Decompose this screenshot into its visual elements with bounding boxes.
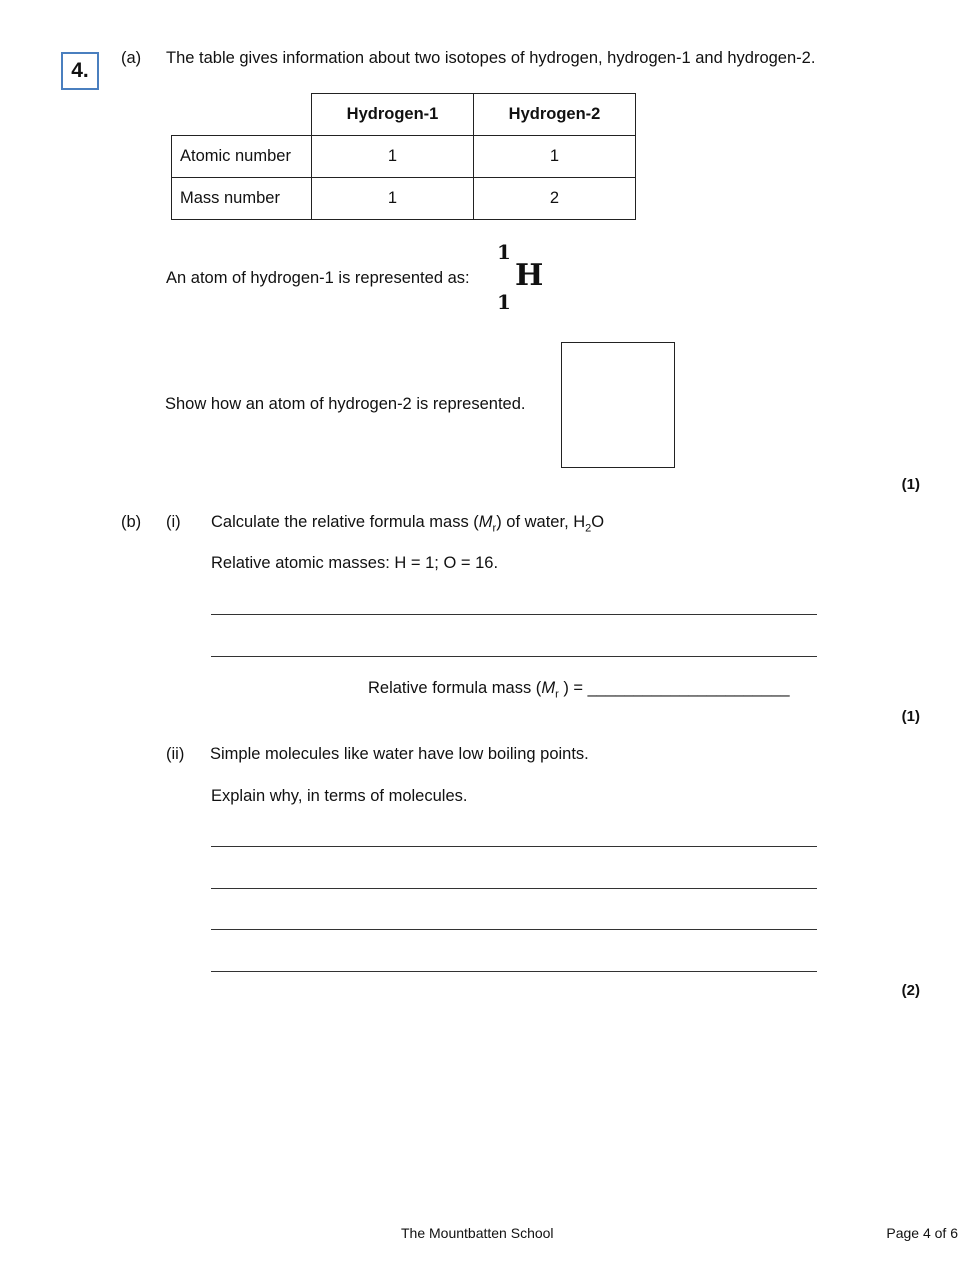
mr-subscript: r [492,522,497,535]
row-label: Atomic number [172,136,312,178]
h2o-subscript: 2 [585,522,592,535]
table-header: Hydrogen-2 [474,94,636,136]
answer-label-start: Relative formula mass ( [368,679,542,697]
footer-school: The Mountbatten School [401,1225,554,1241]
mr-symbol: M [478,513,493,531]
answer-label-end: ) = ______________________ [558,679,790,697]
answer-line[interactable] [211,888,817,889]
part-a-intro: The table gives information about two isotopes of hydrogen, hydrogen-1 and hydrogen-2. [166,49,816,67]
prompt-start: Calculate the relative formula mass ( [211,513,479,531]
marks-part-b-i: (1) [901,708,920,725]
table-cell: 1 [474,136,636,178]
hydrogen-2-prompt: Show how an atom of hydrogen-2 is represented. [165,395,526,413]
part-a-label: (a) [121,49,142,67]
part-b-label: (b) [121,513,142,531]
mass-number: 1 [497,240,511,264]
h2o-end: O [591,513,605,531]
element-symbol: H [515,258,544,293]
answer-line[interactable] [211,846,817,847]
footer-page-number: Page 4 of 6 [886,1225,958,1241]
table-cell: 1 [312,136,474,178]
part-b-ii-prompt: Explain why, in terms of molecules. [211,787,468,805]
answer-line[interactable] [211,971,817,972]
question-number: 4. [61,52,99,90]
representation-text: An atom of hydrogen-1 is represented as: [166,269,470,287]
row-label: Mass number [172,178,312,220]
marks-part-b-ii: (2) [901,982,920,999]
table-corner [172,94,312,136]
hydrogen-2-answer-box[interactable] [561,342,675,468]
table-row [172,178,636,220]
hydrogen-1-nuclide-symbol [495,240,555,316]
answer-line[interactable] [211,929,817,930]
part-b-ii-label: (ii) [166,745,185,763]
atomic-number: 1 [497,290,511,314]
mr-symbol: M [541,679,556,697]
answer-line[interactable] [211,656,817,657]
table-header-row [172,94,636,136]
part-b-i-prompt [211,513,604,534]
relative-atomic-masses: Relative atomic masses: H = 1; O = 16. [211,554,499,572]
table-row [172,136,636,178]
answer-line[interactable] [211,614,817,615]
marks-part-a: (1) [901,476,920,493]
table-cell: 1 [312,178,474,220]
part-b-i-label: (i) [166,513,181,531]
table-cell: 2 [474,178,636,220]
relative-formula-mass-answer[interactable] [368,679,790,700]
part-b-ii-statement: Simple molecules like water have low boiling points. [210,745,589,763]
mr-subscript: r [555,688,559,701]
prompt-end: ) of water, H [496,513,586,531]
table-header: Hydrogen-1 [312,94,474,136]
isotope-table [171,93,636,220]
